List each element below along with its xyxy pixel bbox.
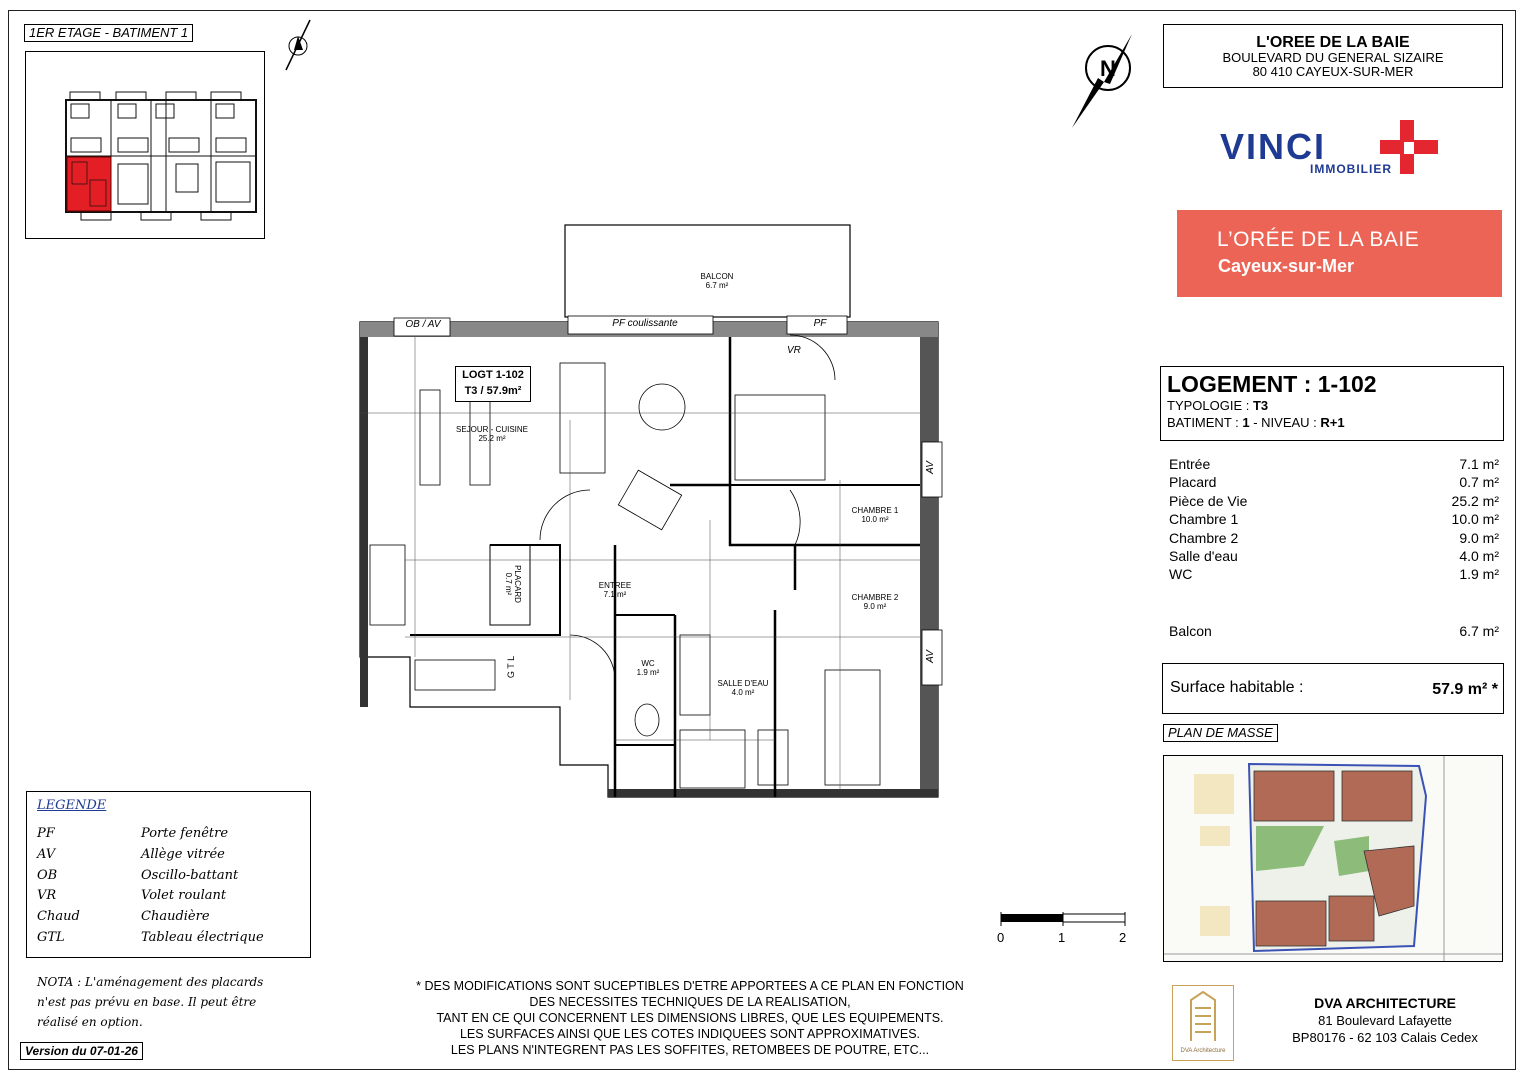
legend-item	[37, 847, 307, 867]
disclaimer-line: LES SURFACES AINSI QUE LES COTES INDIQUEES SONT APPROXIMATIVES.	[459, 1027, 921, 1041]
balcon-area-label: 6.7 m²	[705, 281, 729, 290]
vr-label: VR	[787, 345, 801, 356]
chambre1-name-label: CHAMBRE 1	[851, 506, 899, 515]
av-label-1: AV	[924, 461, 936, 474]
project-banner	[1177, 210, 1502, 297]
room-area: 25.2 m²	[1451, 492, 1499, 509]
site-plan	[1163, 755, 1503, 962]
north-arrow-small-icon	[280, 18, 316, 74]
keyplan	[25, 51, 265, 239]
room-row	[1169, 547, 1499, 565]
legend-code: PF	[37, 826, 55, 841]
svg-text:N: N	[1100, 56, 1116, 81]
room-name: WC	[1169, 566, 1193, 583]
disclaimer-line: TANT EN CE QUI CONCERNENT LES DIMENSIONS LIBRES, QUE LES EQUIPEMENTS.	[436, 1011, 944, 1025]
vinci-cross-icon	[1380, 118, 1440, 176]
balcony-outline	[565, 225, 850, 317]
chambre1-label	[835, 506, 915, 524]
room-area: 10.0 m²	[1451, 511, 1499, 528]
batiment-value: 1	[1242, 415, 1250, 430]
legend-desc: Oscillo-battant	[141, 868, 239, 883]
room-areas-table	[1169, 455, 1499, 640]
room-name: Entrée	[1169, 456, 1211, 472]
architect-city: BP80176 - 62 103 Calais Cedex	[1292, 1030, 1478, 1045]
surface-value: 57.9 m² *	[1432, 681, 1498, 698]
banner-subtitle: Cayeux-sur-Mer	[1218, 256, 1355, 276]
sde-name-label: SALLE D'EAU	[717, 679, 769, 688]
architect-name: DVA ARCHITECTURE	[1314, 995, 1456, 1011]
nota-line: NOTA : L'aménagement des placards	[37, 975, 264, 989]
balcon-row	[1169, 622, 1499, 640]
surface-label: Surface habitable :	[1170, 679, 1304, 696]
gtl-label: G T L	[506, 655, 517, 679]
legend-item	[37, 826, 307, 846]
project-address-2: 80 410 CAYEUX-SUR-MER	[1252, 64, 1414, 79]
nota-line: n'est pas prévu en base. Il peut être	[37, 995, 257, 1009]
surface-habitable-box	[1162, 663, 1504, 714]
logt-type: T3 / 57.9m²	[464, 385, 522, 397]
room-name: Pièce de Vie	[1169, 492, 1248, 509]
balcon-name: Balcon	[1169, 622, 1212, 639]
scale-tick-1: 1	[1058, 930, 1066, 945]
sejour-label	[442, 425, 542, 443]
keyplan-drawing	[26, 52, 264, 238]
legend-code: GTL	[37, 930, 65, 945]
wc-name-label: WC	[641, 659, 655, 668]
ob-av-label: OB / AV	[405, 319, 441, 330]
legend-desc: Porte fenêtre	[141, 826, 229, 841]
legend-item	[37, 930, 307, 950]
plan-de-masse-label: PLAN DE MASSE	[1163, 724, 1278, 742]
balcon-area: 6.7 m²	[1459, 622, 1499, 639]
sde-area-label: 4.0 m²	[731, 688, 755, 697]
room-area: 0.7 m²	[1459, 474, 1499, 491]
legend-desc: Chaudière	[141, 909, 210, 924]
room-row	[1169, 492, 1499, 510]
legend-title: LEGENDE	[37, 798, 107, 813]
banner-title: L’ORÉE DE LA BAIE	[1217, 228, 1420, 251]
av-label-2: AV	[924, 650, 936, 663]
legend-desc: Tableau électrique	[141, 930, 264, 945]
sejour-area-label: 25.2 m²	[478, 434, 506, 443]
room-row	[1169, 565, 1499, 583]
vinci-logo	[1220, 118, 1450, 178]
typologie-value: T3	[1252, 398, 1269, 413]
room-row	[1169, 455, 1499, 473]
site-plan-drawing	[1164, 756, 1503, 962]
chambre2-area-label: 9.0 m²	[863, 602, 887, 611]
legend-code: OB	[37, 868, 58, 883]
room-row	[1169, 510, 1499, 528]
chambre2-label	[835, 593, 915, 611]
niveau-value: R+1	[1320, 415, 1345, 430]
room-row	[1169, 529, 1499, 547]
project-name: L'OREE DE LA BAIE	[1256, 34, 1410, 51]
scale-tick-0: 0	[997, 930, 1005, 945]
room-name: Salle d'eau	[1169, 547, 1238, 564]
wc-area-label: 1.9 m²	[636, 668, 660, 677]
north-arrow-large-icon	[1070, 32, 1140, 132]
batiment-label: BATIMENT :	[1167, 415, 1243, 430]
balcon-label	[677, 272, 757, 290]
legend-code: VR	[37, 888, 57, 903]
entree-area-label: 7.1 m²	[603, 590, 627, 599]
legend-item	[37, 888, 307, 908]
vinci-sub: IMMOBILIER	[1310, 162, 1392, 176]
sde-label	[708, 679, 778, 697]
nota-line: réalisé en option.	[37, 1015, 143, 1029]
entree-label	[585, 581, 645, 599]
legend-code: AV	[37, 847, 56, 862]
legend-item	[37, 909, 307, 929]
entree-name-label: ENTREE	[598, 581, 632, 590]
batiment-line	[1167, 414, 1497, 431]
room-area: 1.9 m²	[1459, 566, 1499, 583]
chambre1-area-label: 10.0 m²	[861, 515, 889, 524]
logement-box	[1160, 366, 1504, 441]
logement-title: LOGEMENT : 1-102	[1167, 371, 1377, 397]
legend-code: Chaud	[37, 909, 80, 924]
legend-desc: Allège vitrée	[141, 847, 225, 862]
typologie-label: TYPOLOGIE :	[1167, 398, 1253, 413]
nota	[37, 972, 297, 1032]
project-address-1: BOULEVARD DU GENERAL SIZAIRE	[1222, 50, 1444, 65]
room-area: 7.1 m²	[1459, 456, 1499, 472]
disclaimer-line: * DES MODIFICATIONS SONT SUCEPTIBLES D'ETRE APPORTEES A CE PLAN EN FONCTION	[416, 979, 964, 993]
placard-area-label: 0.7 m²	[504, 572, 513, 596]
disclaimer	[390, 978, 990, 1058]
disclaimer-line: DES NECESSITES TECHNIQUES DE LA REALISATION,	[529, 995, 851, 1009]
scale-tick-2: 2	[1119, 930, 1127, 945]
dva-logo-text: DVA Architecture	[1180, 1048, 1226, 1054]
project-title-box	[1163, 24, 1503, 88]
room-area: 9.0 m²	[1459, 529, 1499, 546]
logt-id: LOGT 1-102	[462, 369, 524, 381]
disclaimer-line: LES PLANS N'INTEGRENT PAS LES SOFFITES, RETOMBEES DE POUTRE, ETC...	[450, 1043, 930, 1057]
room-area: 4.0 m²	[1459, 547, 1499, 564]
pf-coulissante-label: PF coulissante	[612, 318, 678, 329]
typologie-line	[1167, 397, 1497, 414]
room-name: Chambre 1	[1169, 511, 1239, 528]
room-row	[1169, 473, 1499, 491]
vinci-brand: VINCI	[1220, 126, 1327, 167]
chambre2-name-label: CHAMBRE 2	[851, 593, 899, 602]
sejour-name-label: SEJOUR - CUISINE	[455, 425, 528, 434]
wc-label	[628, 659, 668, 677]
architect-street: 81 Boulevard Lafayette	[1318, 1013, 1452, 1028]
architect-info	[1240, 995, 1526, 1046]
version-label: Version du 07-01-26	[20, 1042, 143, 1060]
placard-name-label: PLACARD	[513, 565, 522, 603]
legend-desc: Volet roulant	[141, 888, 227, 903]
dva-logo	[1172, 985, 1234, 1061]
legend-item	[37, 868, 307, 888]
keyplan-label: 1ER ETAGE - BATIMENT 1	[24, 24, 193, 42]
dva-building-icon	[1173, 986, 1233, 1046]
placard-label	[504, 559, 522, 609]
room-name: Chambre 2	[1169, 529, 1239, 546]
niveau-label: - NIVEAU :	[1249, 415, 1321, 430]
room-name: Placard	[1169, 474, 1217, 491]
logt-label-box	[455, 366, 531, 402]
balcon-name-label: BALCON	[700, 272, 734, 281]
legend	[26, 791, 311, 958]
pf-label: PF	[813, 318, 827, 329]
